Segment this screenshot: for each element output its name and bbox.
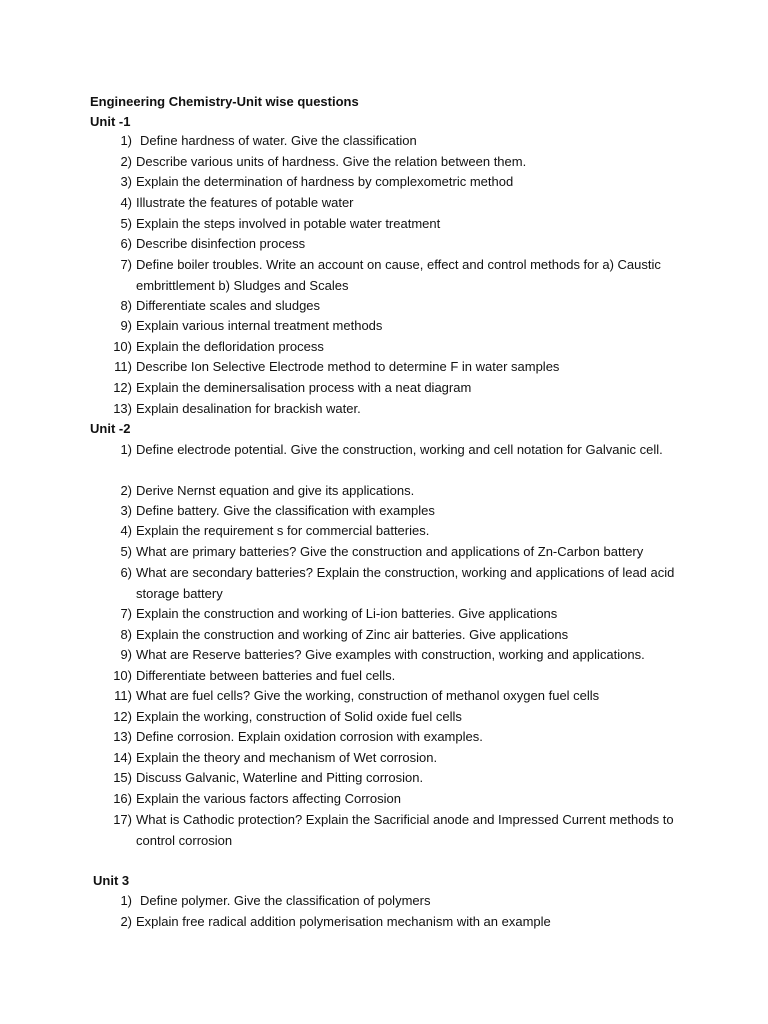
- question-number: 11): [114, 688, 132, 703]
- list-item: [110, 912, 680, 933]
- list-item: [110, 810, 680, 851]
- list-item: [110, 152, 680, 173]
- question-text: Discuss Galvanic, Waterline and Pitting corrosion.: [136, 770, 424, 785]
- question-text: Differentiate scales and sludges: [136, 298, 321, 313]
- question-text: Define boiler troubles. Write an account on cause, effect and control methods for a) Caustic embrittlement b) Sludges and Scales: [136, 257, 661, 293]
- list-item: [110, 440, 680, 461]
- question-text: Explain the working, construction of Solid oxide fuel cells: [136, 709, 462, 724]
- question-number: 6): [120, 236, 132, 251]
- question-text: Explain various internal treatment methods: [136, 318, 383, 333]
- question-number: 1): [120, 442, 132, 457]
- question-text: Describe various units of hardness. Give the relation between them.: [136, 154, 527, 169]
- list-item: [110, 542, 680, 563]
- question-text: Define battery. Give the classification with examples: [136, 503, 435, 518]
- question-text: Explain the determination of hardness by complexometric method: [136, 174, 514, 189]
- question-text: Explain the deminersalisation process with a neat diagram: [136, 380, 472, 395]
- question-text: Explain the theory and mechanism of Wet corrosion.: [136, 750, 438, 765]
- question-number: 7): [120, 257, 132, 272]
- list-item: [110, 234, 680, 255]
- question-number: 12): [113, 380, 132, 395]
- list-item: [110, 666, 680, 687]
- list-item: [110, 625, 680, 646]
- question-text: Derive Nernst equation and give its applications.: [136, 483, 415, 498]
- list-item: [110, 563, 680, 604]
- question-number: 13): [113, 401, 132, 416]
- question-text: Describe disinfection process: [136, 236, 306, 251]
- question-text: Explain the defloridation process: [136, 339, 324, 354]
- question-text: Define electrode potential. Give the construction, working and cell notation for Galvanic cell.: [136, 442, 663, 457]
- question-text: Explain the construction and working of Zinc air batteries. Give applications: [136, 627, 569, 642]
- question-text: Explain the construction and working of Li-ion batteries. Give applications: [136, 606, 558, 621]
- question-number: 4): [120, 195, 132, 210]
- question-number: 5): [120, 216, 132, 231]
- question-number: 9): [120, 318, 132, 333]
- question-text: Define polymer. Give the classification of polymers: [140, 893, 431, 908]
- list-item: [110, 707, 680, 728]
- question-text: What are primary batteries? Give the construction and applications of Zn-Carbon battery: [136, 544, 644, 559]
- question-number: 1): [120, 133, 132, 148]
- question-text: Differentiate between batteries and fuel cells.: [136, 668, 396, 683]
- question-text: What is Cathodic protection? Explain the Sacrificial anode and Impressed Current methods to control corrosion: [136, 812, 674, 848]
- question-number: 8): [120, 298, 132, 313]
- question-text: Explain the requirement s for commercial batteries.: [136, 523, 430, 538]
- question-number: 2): [120, 154, 132, 169]
- question-number: 11): [114, 359, 132, 374]
- list-item: [110, 296, 680, 317]
- question-number: 2): [120, 483, 132, 498]
- unit-1-heading: Unit -1: [90, 114, 131, 129]
- list-item: [110, 891, 680, 912]
- list-item: [110, 501, 680, 522]
- list-item: [110, 337, 680, 358]
- question-text: Explain the various factors affecting Corrosion: [136, 791, 401, 806]
- list-item: [110, 748, 680, 769]
- question-text: Explain desalination for brackish water.: [136, 401, 361, 416]
- question-number: 8): [120, 627, 132, 642]
- list-item: [110, 768, 680, 789]
- question-number: 1): [120, 893, 132, 908]
- list-item: [110, 316, 680, 337]
- unit-3-heading: Unit 3: [93, 873, 130, 888]
- question-number: 16): [113, 791, 132, 806]
- list-item: [110, 193, 680, 214]
- list-item: [110, 172, 680, 193]
- document-title: Engineering Chemistry-Unit wise questions: [90, 94, 359, 109]
- question-text: What are secondary batteries? Explain the construction, working and applications of lead acid storage battery: [136, 565, 675, 601]
- unit-2-heading: Unit -2: [90, 421, 131, 436]
- list-item: [110, 727, 680, 748]
- question-text: What are Reserve batteries? Give examples with construction, working and applications.: [136, 647, 645, 662]
- question-number: 10): [113, 339, 132, 354]
- question-text: Define hardness of water. Give the classification: [140, 133, 417, 148]
- list-item: [110, 604, 680, 625]
- question-text: Explain the steps involved in potable water treatment: [136, 216, 441, 231]
- question-text: Illustrate the features of potable water: [136, 195, 354, 210]
- list-item: [110, 645, 680, 666]
- list-item: [110, 357, 680, 378]
- question-number: 7): [120, 606, 132, 621]
- question-text: Explain free radical addition polymerisation mechanism with an example: [136, 914, 551, 929]
- question-text: What are fuel cells? Give the working, construction of methanol oxygen fuel cells: [136, 688, 600, 703]
- question-number: 14): [113, 750, 132, 765]
- list-item: [110, 255, 680, 296]
- question-text: Define corrosion. Explain oxidation corrosion with examples.: [136, 729, 483, 744]
- question-number: 13): [113, 729, 132, 744]
- question-text: Describe Ion Selective Electrode method to determine F in water samples: [136, 359, 560, 374]
- question-number: 3): [120, 174, 132, 189]
- list-item: [110, 789, 680, 810]
- question-number: 2): [120, 914, 132, 929]
- question-number: 10): [113, 668, 132, 683]
- question-number: 4): [120, 523, 132, 538]
- list-item: [110, 378, 680, 399]
- list-item: [110, 399, 680, 420]
- question-number: 15): [113, 770, 132, 785]
- list-item: [110, 481, 680, 502]
- question-number: 12): [113, 709, 132, 724]
- question-number: 5): [120, 544, 132, 559]
- question-number: 3): [120, 503, 132, 518]
- list-item: [110, 686, 680, 707]
- list-item: [110, 521, 680, 542]
- question-number: 6): [120, 565, 132, 580]
- question-number: 17): [113, 812, 132, 827]
- list-item: [110, 214, 680, 235]
- question-number: 9): [120, 647, 132, 662]
- list-item: [110, 131, 680, 152]
